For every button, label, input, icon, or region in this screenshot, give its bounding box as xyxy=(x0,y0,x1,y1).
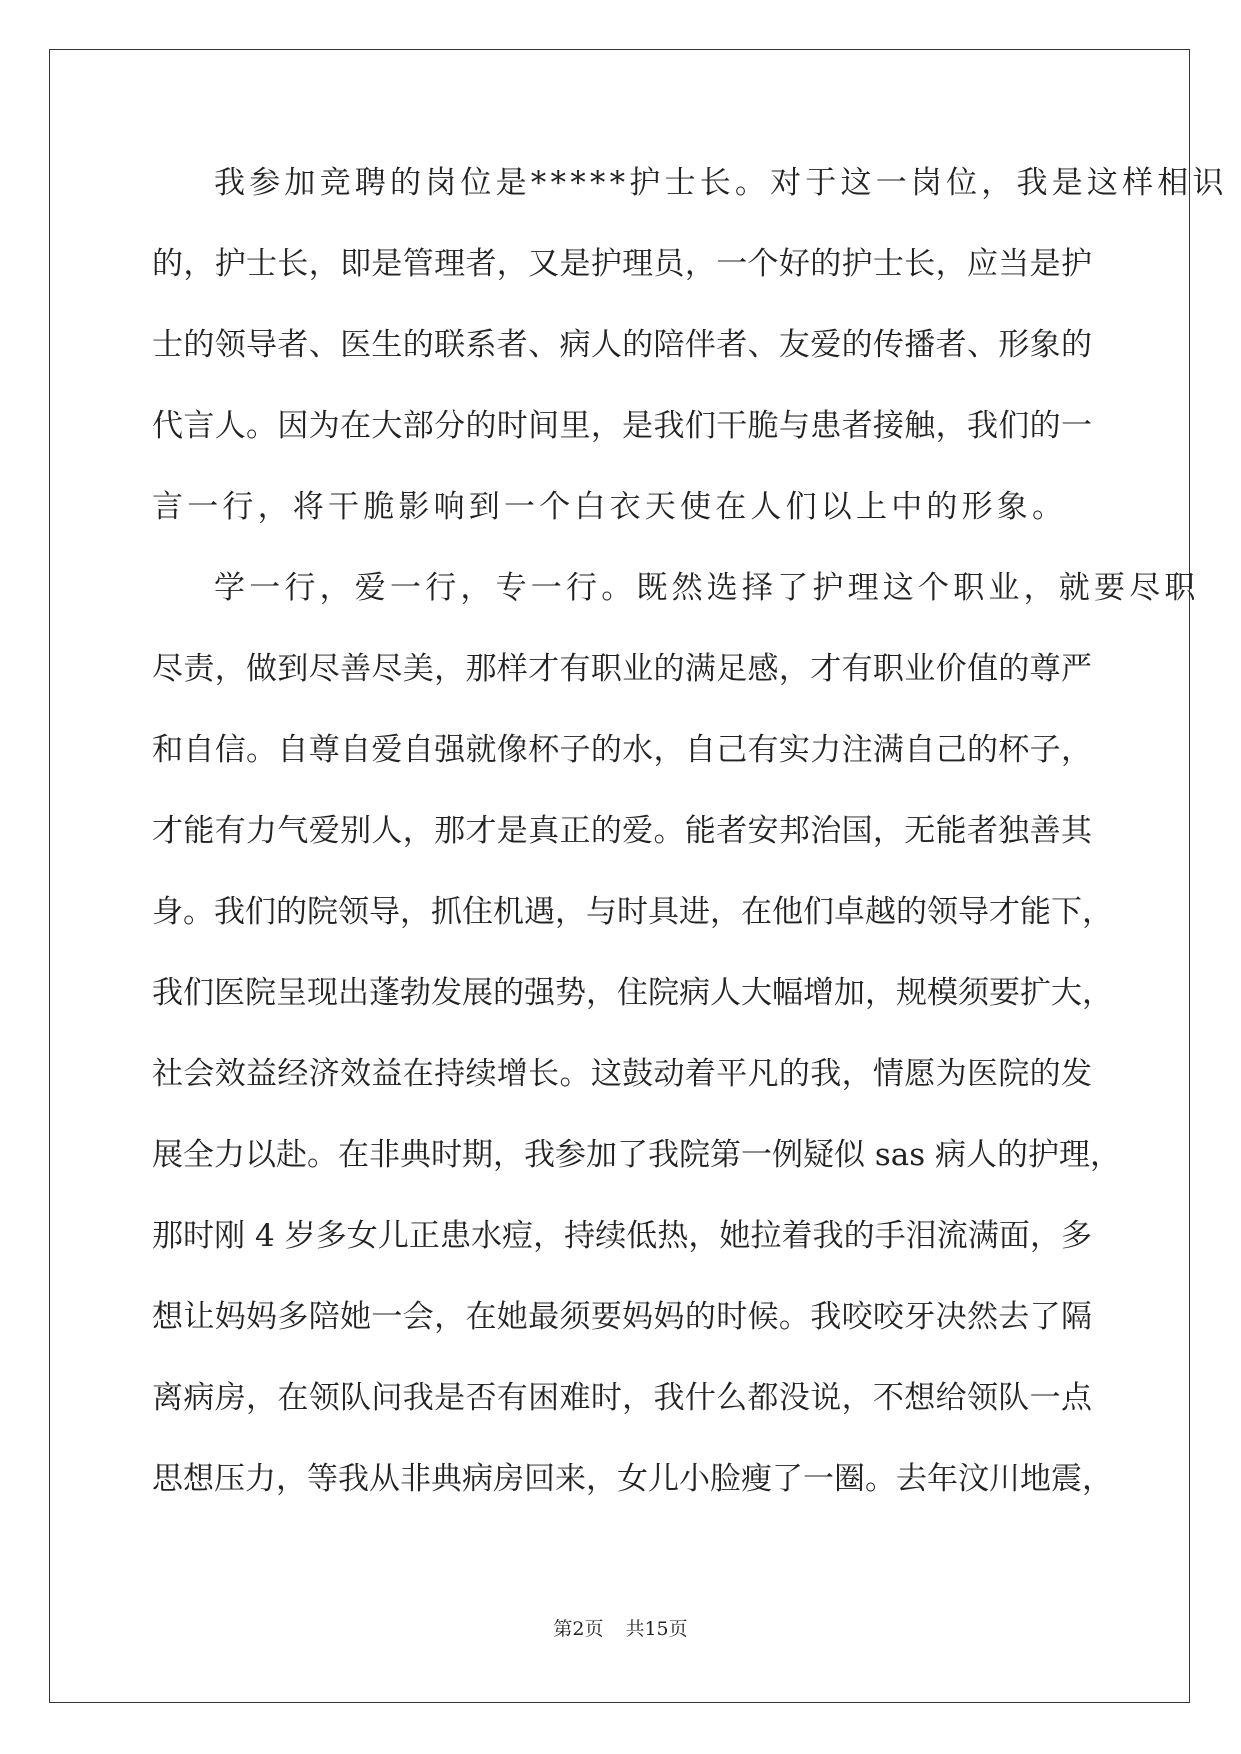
text-line-12: 社会效益经济效益在持续增长。这鼓动着平凡的我，情愿为医院的发 xyxy=(152,1056,1092,1092)
text-line-2: 的，护士长，即是管理者，又是护理员，一个好的护士长，应当是护 xyxy=(152,246,1092,282)
text-line-3: 士的领导者、医生的联系者、病人的陪伴者、友爱的传播者、形象的 xyxy=(152,327,1092,363)
page-total: 共15页 xyxy=(625,1618,688,1640)
text-line-1: 我参加竞聘的岗位是*****护士长。对于这一岗位，我是这样相识 xyxy=(214,165,1228,201)
text-line-4: 代言人。因为在大部分的时间里，是我们干脆与患者接触，我们的一 xyxy=(152,408,1092,444)
text-line-17: 思想压力，等我从非典病房回来，女儿小脸瘦了一圈。去年汶川地震， xyxy=(152,1461,1113,1497)
text-line-10: 身。我们的院领导，抓住机遇，与时具进，在他们卓越的领导才能下， xyxy=(152,894,1113,930)
page-number: 第2页 xyxy=(553,1618,604,1640)
page-frame xyxy=(49,49,1190,1703)
text-line-7: 尽责，做到尽善尽美，那样才有职业的满足感，才有职业价值的尊严 xyxy=(152,651,1092,687)
text-line-5: 言一行，将干脆影响到一个白衣天使在人们以上中的形象。 xyxy=(152,489,1068,525)
page-footer xyxy=(0,1617,1241,1641)
text-line-16: 离病房，在领队问我是否有困难时，我什么都没说，不想给领队一点 xyxy=(152,1380,1092,1416)
text-line-14: 那时刚 4 岁多女儿正患水痘，持续低热，她拉着我的手泪流满面，多 xyxy=(152,1218,1092,1254)
text-line-8: 和自信。自尊自爱自强就像杯子的水，自己有实力注满自己的杯子， xyxy=(152,732,1092,768)
text-line-13: 展全力以赴。在非典时期，我参加了我院第一例疑似 sas 病人的护理， xyxy=(152,1137,1122,1173)
text-line-9: 才能有力气爱别人，那才是真正的爱。能者安邦治国，无能者独善其 xyxy=(152,813,1092,849)
text-line-15: 想让妈妈多陪她一会，在她最须要妈妈的时候。我咬咬牙决然去了隔 xyxy=(152,1299,1092,1335)
text-line-11: 我们医院呈现出蓬勃发展的强势，住院病人大幅增加，规模须要扩大， xyxy=(152,975,1113,1011)
text-line-6: 学一行，爱一行，专一行。既然选择了护理这个职业，就要尽职 xyxy=(214,570,1200,606)
